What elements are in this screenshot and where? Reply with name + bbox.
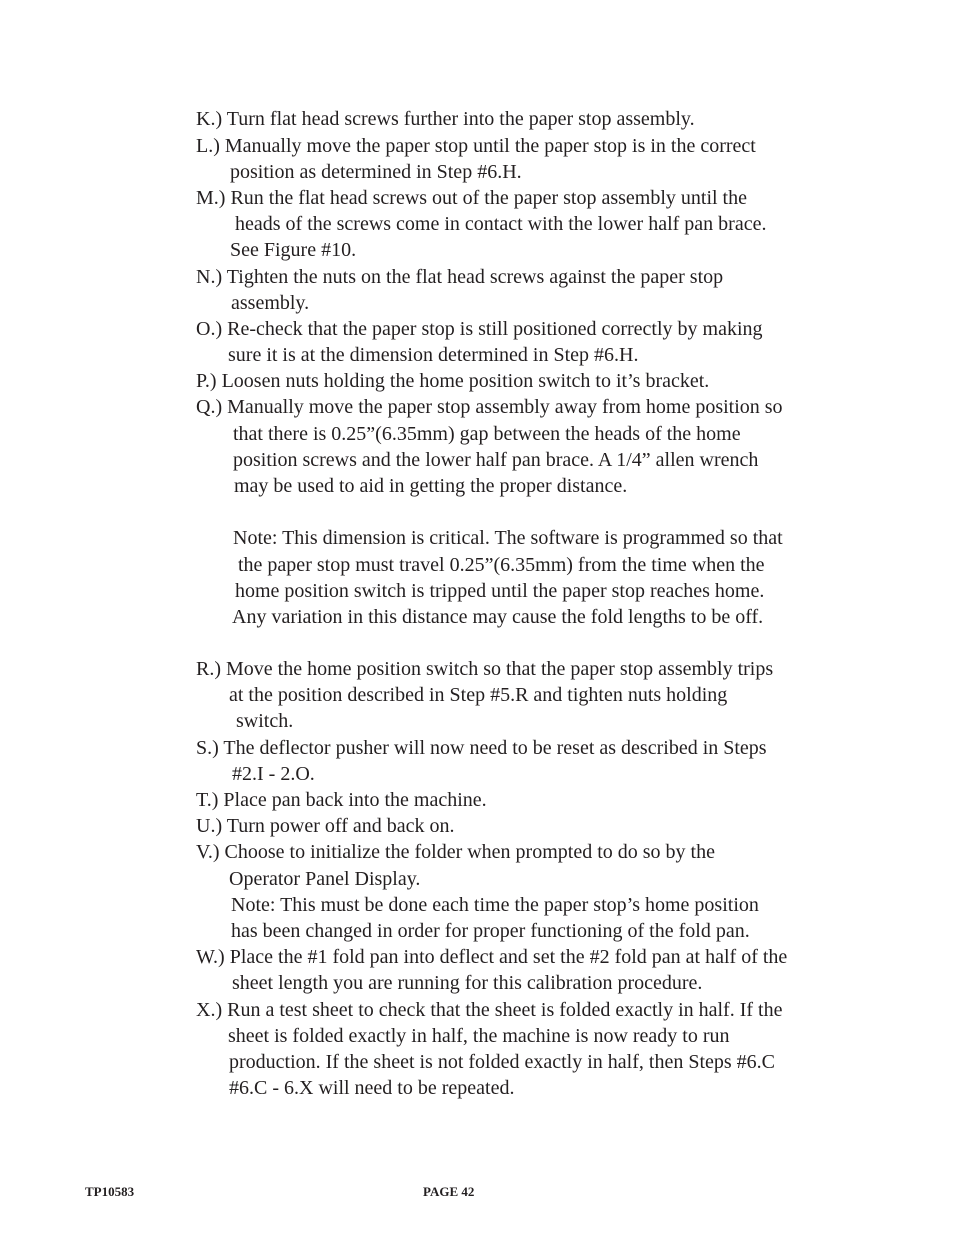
step-l-line: L.) Manually move the paper stop until the paper stop is in the correct xyxy=(196,135,756,157)
step-m-line: See Figure #10. xyxy=(230,239,357,261)
step-x-line: production. If the sheet is not folded exactly in half, then Steps #6.C xyxy=(229,1051,775,1073)
step-q-note-line: home position switch is tripped until the paper stop reaches home. xyxy=(235,580,765,602)
document-number: TP10583 xyxy=(85,1184,135,1199)
step-o-line: O.) Re-check that the paper stop is still positioned correctly by making xyxy=(196,318,763,340)
step-q-note-line: Note: This dimension is critical. The software is programmed so that xyxy=(233,527,783,549)
step-v-line: Note: This must be done each time the paper stop’s home position xyxy=(231,894,759,916)
step-l-line: position as determined in Step #6.H. xyxy=(230,161,522,183)
step-o-line: sure it is at the dimension determined in Step #6.H. xyxy=(228,344,639,366)
step-t-line: T.) Place pan back into the machine. xyxy=(196,789,487,811)
step-r-line: switch. xyxy=(236,710,294,732)
step-m-line: M.) Run the flat head screws out of the paper stop assembly until the xyxy=(196,187,747,209)
step-v-line: V.) Choose to initialize the folder when prompted to do so by the xyxy=(196,841,715,863)
step-x-line: sheet is folded exactly in half, the machine is now ready to run xyxy=(228,1025,730,1047)
step-n-line: N.) Tighten the nuts on the flat head screws against the paper stop xyxy=(196,266,724,288)
step-q-note-line: the paper stop must travel 0.25”(6.35mm) from the time when the xyxy=(238,554,765,576)
page-number: PAGE 42 xyxy=(423,1184,475,1199)
step-p-line: P.) Loosen nuts holding the home position switch to it’s bracket. xyxy=(196,370,710,392)
step-m-line: heads of the screws come in contact with the lower half pan brace. xyxy=(235,213,767,235)
step-q-line: may be used to aid in getting the proper distance. xyxy=(234,475,628,497)
step-k-line: K.) Turn flat head screws further into the paper stop assembly. xyxy=(196,108,695,130)
step-q-note-line: Any variation in this distance may cause the fold lengths to be off. xyxy=(232,606,764,628)
step-x-line: X.) Run a test sheet to check that the sheet is folded exactly in half. If the xyxy=(196,999,783,1021)
step-u-line: U.) Turn power off and back on. xyxy=(196,815,455,837)
step-v-line: Operator Panel Display. xyxy=(229,868,421,890)
step-q-line: position screws and the lower half pan brace. A 1/4” allen wrench xyxy=(233,449,759,471)
step-x-line: #6.C - 6.X will need to be repeated. xyxy=(229,1077,515,1099)
step-w-line: W.) Place the #1 fold pan into deflect and set the #2 fold pan at half of the xyxy=(196,946,788,968)
step-s-line: #2.I - 2.O. xyxy=(232,763,315,785)
step-r-line: R.) Move the home position switch so that the paper stop assembly trips xyxy=(196,658,774,680)
step-r-line: at the position described in Step #5.R and tighten nuts holding xyxy=(229,684,728,706)
step-n-line: assembly. xyxy=(231,292,310,314)
step-q-line: Q.) Manually move the paper stop assembly away from home position so xyxy=(196,396,783,418)
step-q-line: that there is 0.25”(6.35mm) gap between the heads of the home xyxy=(233,423,741,445)
step-w-line: sheet length you are running for this calibration procedure. xyxy=(232,972,703,994)
step-s-line: S.) The deflector pusher will now need to be reset as described in Steps xyxy=(196,737,767,759)
step-v-line: has been changed in order for proper functioning of the fold pan. xyxy=(231,920,750,942)
